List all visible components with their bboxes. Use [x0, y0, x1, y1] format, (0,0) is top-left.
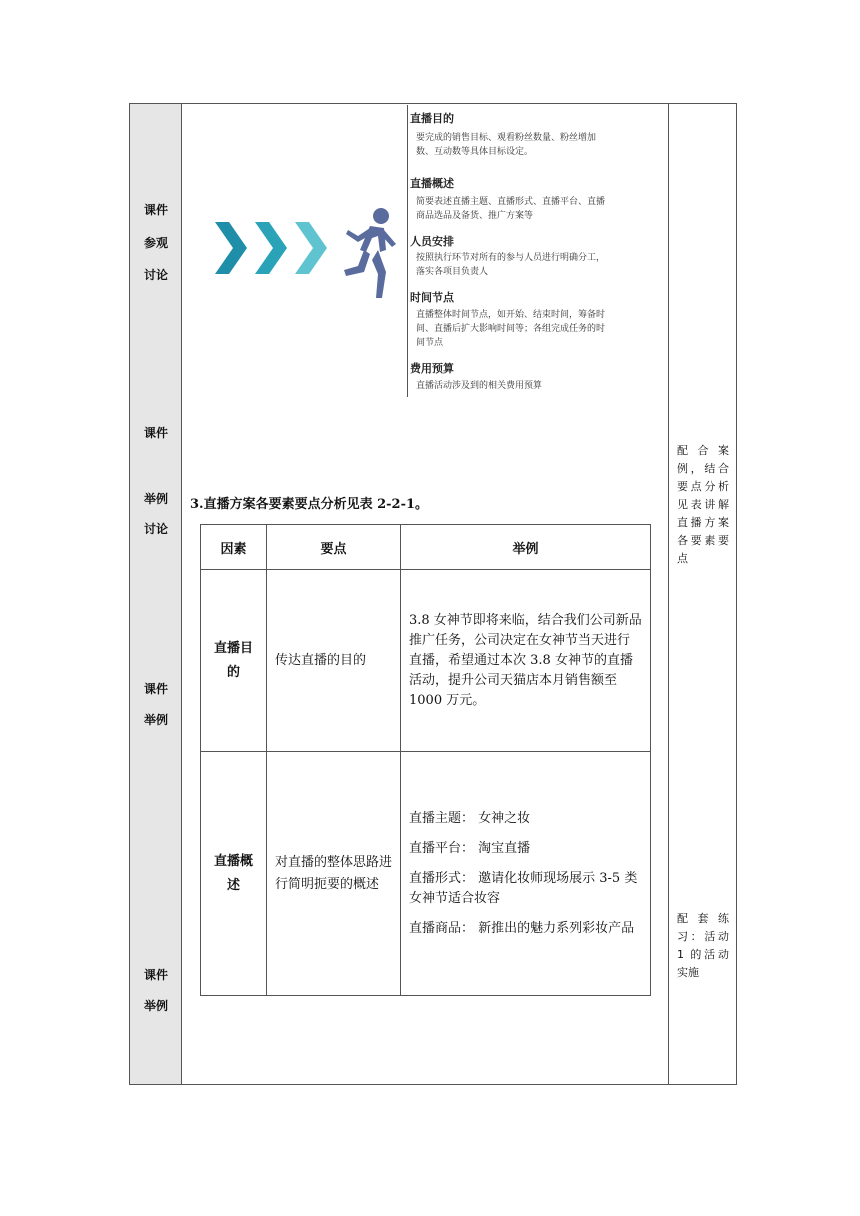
teaching-note-2 — [677, 910, 729, 982]
info-heading: 直播概述 — [410, 177, 454, 190]
chevron-arrow — [295, 222, 327, 274]
info-text: 简要表述直播主题、直播形式、直播平台、直播商品选品及备货、推广方案等 — [416, 197, 606, 221]
header-factor: 因素 — [201, 525, 267, 570]
note-line: 见表讲解 — [677, 498, 729, 511]
example-line: 直播平台： 淘宝直播 — [409, 840, 531, 856]
note-line: 习：活动 — [677, 930, 729, 943]
table-header-row — [201, 525, 651, 570]
point-cell: 传达直播的目的 — [267, 570, 401, 752]
left-label: 课件 — [143, 203, 168, 217]
note-line: 例，结合 — [677, 462, 729, 475]
table-row — [201, 752, 651, 996]
chevron-arrows-icon — [215, 222, 335, 274]
factor-text: 直播概述 — [213, 853, 253, 893]
note-line: 1 的活动 — [677, 948, 729, 961]
example-line: 直播主题： 女神之妆 — [409, 810, 531, 826]
info-item-timeline — [410, 289, 608, 350]
info-heading: 人员安排 — [410, 235, 454, 248]
factor-cell — [201, 752, 267, 996]
example-line: 直播形式： 邀请化妆师现场展示 3-5 类女神节适合妆容 — [409, 870, 638, 906]
table-row — [201, 570, 651, 752]
info-item-staff — [410, 233, 608, 279]
info-item-overview — [410, 175, 608, 223]
running-person-icon — [340, 206, 398, 304]
left-label: 举例 — [143, 999, 168, 1013]
right-notes-column — [668, 104, 736, 1084]
left-label: 参观 — [143, 236, 168, 250]
left-label: 举例 — [143, 713, 168, 727]
note-line: 实施 — [677, 966, 699, 979]
note-line: 点 — [677, 552, 688, 565]
info-heading: 时间节点 — [410, 291, 454, 304]
info-text: 要完成的销售目标、观看粉丝数量、粉丝增加数、互动数等具体目标设定。 — [416, 133, 597, 157]
factors-table — [200, 524, 651, 996]
chevron-arrow — [255, 222, 287, 274]
left-label-column — [130, 104, 182, 1084]
header-example: 举例 — [401, 525, 651, 570]
example-cell — [401, 752, 651, 996]
section-title: 3.直播方案各要素要点分析见表 2-2-1。 — [190, 497, 429, 512]
info-heading: 费用预算 — [410, 362, 454, 375]
info-text: 直播活动涉及到的相关费用预算 — [416, 381, 543, 391]
header-point: 要点 — [267, 525, 401, 570]
left-label: 课件 — [143, 682, 168, 696]
note-line: 要点分析 — [677, 480, 729, 493]
note-line: 配 套 练 — [677, 912, 729, 925]
example-line: 直播商品： 新推出的魅力系列彩妆产品 — [409, 920, 635, 936]
left-label: 课件 — [143, 426, 168, 440]
info-item-purpose — [410, 110, 608, 159]
info-text: 按照执行环节对所有的参与人员进行明确分工，落实各项目负责人 — [416, 253, 606, 277]
infographic-divider — [407, 105, 408, 397]
left-label: 讨论 — [143, 268, 168, 282]
left-label: 课件 — [143, 968, 168, 982]
teaching-note-1 — [677, 442, 729, 568]
example-cell: 3.8 女神节即将来临，结合我们公司新品推广任务，公司决定在女神节当天进行直播，希望通过本次 3.8 女神节的直播活动，提升公司天猫店本月销售额至 1000 万元。 — [401, 570, 651, 752]
chevron-arrow — [215, 222, 247, 274]
note-line: 配 合 案 — [677, 444, 729, 457]
left-label: 讨论 — [143, 522, 168, 536]
factor-cell — [201, 570, 267, 752]
info-text: 直播整体时间节点，如开始、结束时间，筹备时间、直播后扩大影响时间等；各组完成任务的时间节点 — [416, 310, 606, 348]
factor-text: 直播目的 — [213, 640, 253, 680]
info-heading: 直播目的 — [410, 112, 454, 125]
point-cell: 对直播的整体思路进行简明扼要的概述 — [267, 752, 401, 996]
info-item-budget — [410, 360, 608, 393]
note-line: 直播方案 — [677, 516, 729, 529]
left-label: 举例 — [143, 492, 168, 506]
note-line: 各要素要 — [677, 534, 729, 547]
